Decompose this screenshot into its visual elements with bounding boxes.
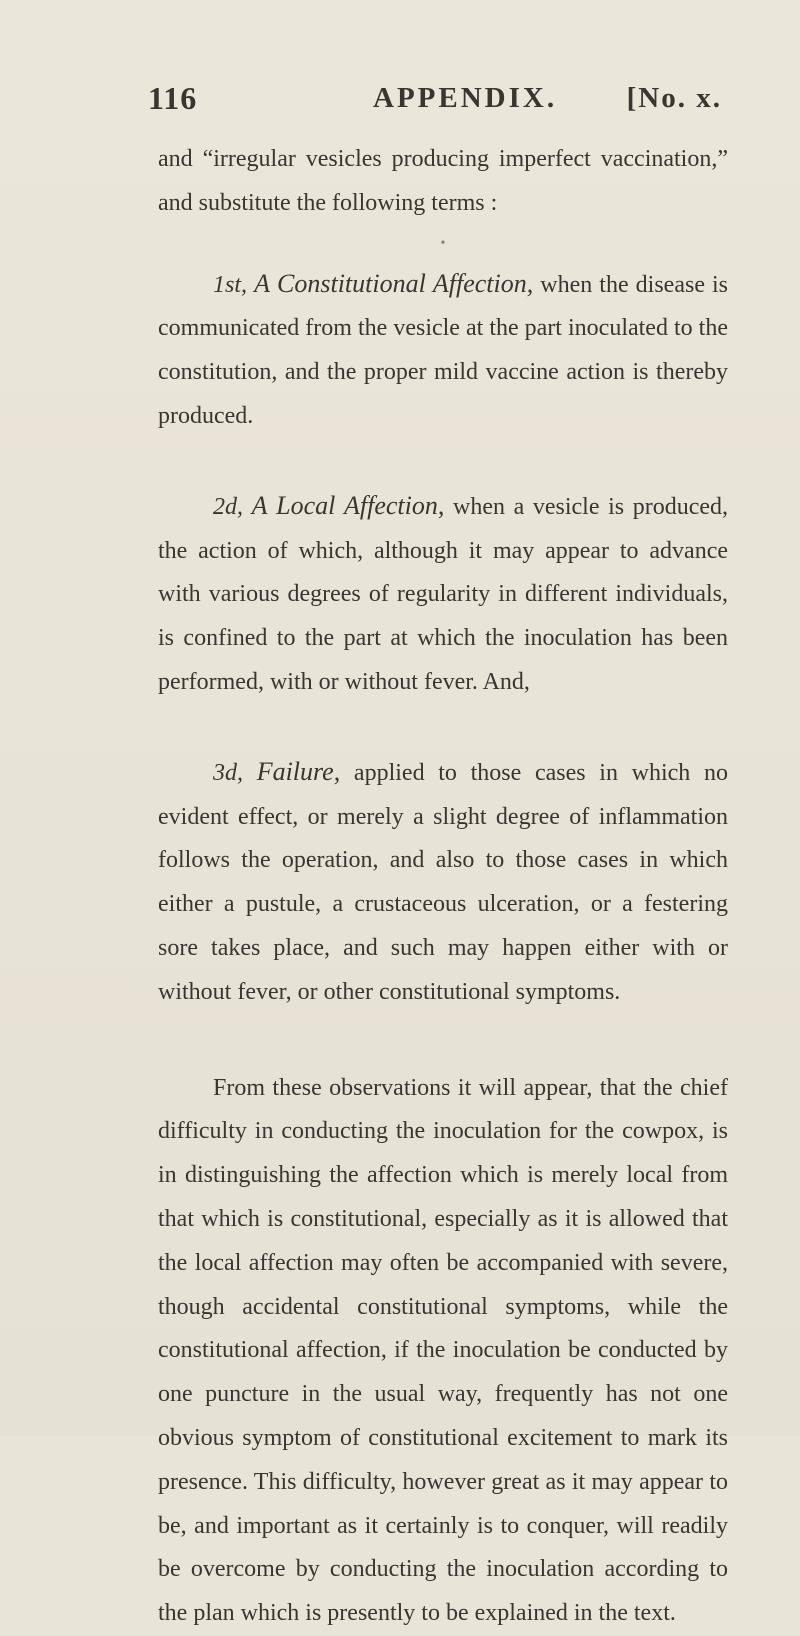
item-ordinal: 3d, (213, 759, 243, 786)
item-term: Failure, (256, 756, 341, 786)
paragraph-gap (158, 1015, 728, 1067)
closing-paragraph: From these observations it will appear, that the chief difficulty in conducting the inoculation for the cowpox, is in distinguishing the affection which is merely local from that which is constitutional, especially as it is allowed that the local affection may often be accompanied with severe, though accidental constitutional symptoms, while the constitutional affection, if the inoculation be conducted by one puncture in the usual way, frequently has not one obvious symptom of constitutional excitement to mark its presence. This difficulty, however great as it may appear to be, and important as it certainly is to conquer, will readily be overcome by conducting the inoculation according to the plan which is presently to be explained in the text. (158, 1074, 728, 1627)
item-text: applied to those cases in which no evident effect, or merely a slight degree of inflammation follows the operation, and also to those cases in which either a pustule, a crustaceous ulceration, or a festering sore takes place, and such may happen either with or without fever, or other constitutional symptoms. (158, 759, 728, 1005)
item-ordinal: 1st, (213, 271, 248, 298)
paragraph-gap (158, 705, 728, 750)
running-title: APPENDIX. (373, 82, 558, 114)
intro-paragraph: and “irregular vesicles producing imperfect vaccination,” and substitute the following terms : (158, 146, 728, 216)
item-first (158, 262, 728, 439)
item-term: A Local Affection, (251, 490, 445, 520)
item-text: when the disease is communicated from the vesicle at the part inoculated to the constitution, and the proper mild vaccine action is thereby produced. (158, 271, 729, 429)
page-number: 116 (148, 80, 198, 116)
item-ordinal: 2d, (213, 493, 243, 520)
item-third (158, 750, 728, 1015)
ornament-dot: • (440, 235, 446, 251)
running-head (148, 80, 722, 120)
section-number: [No. x. (626, 82, 722, 114)
paragraph-gap (158, 439, 728, 484)
item-text: when a vesicle is produced, the action of which, although it may appear to advance with various degrees of regularity in different individuals, is confined to the part at which the inoculation has been performed, with or without fever. And, (158, 493, 729, 695)
item-second (158, 484, 728, 705)
item-term: A Constitutional Affection, (254, 268, 534, 298)
body-text (158, 138, 728, 1636)
